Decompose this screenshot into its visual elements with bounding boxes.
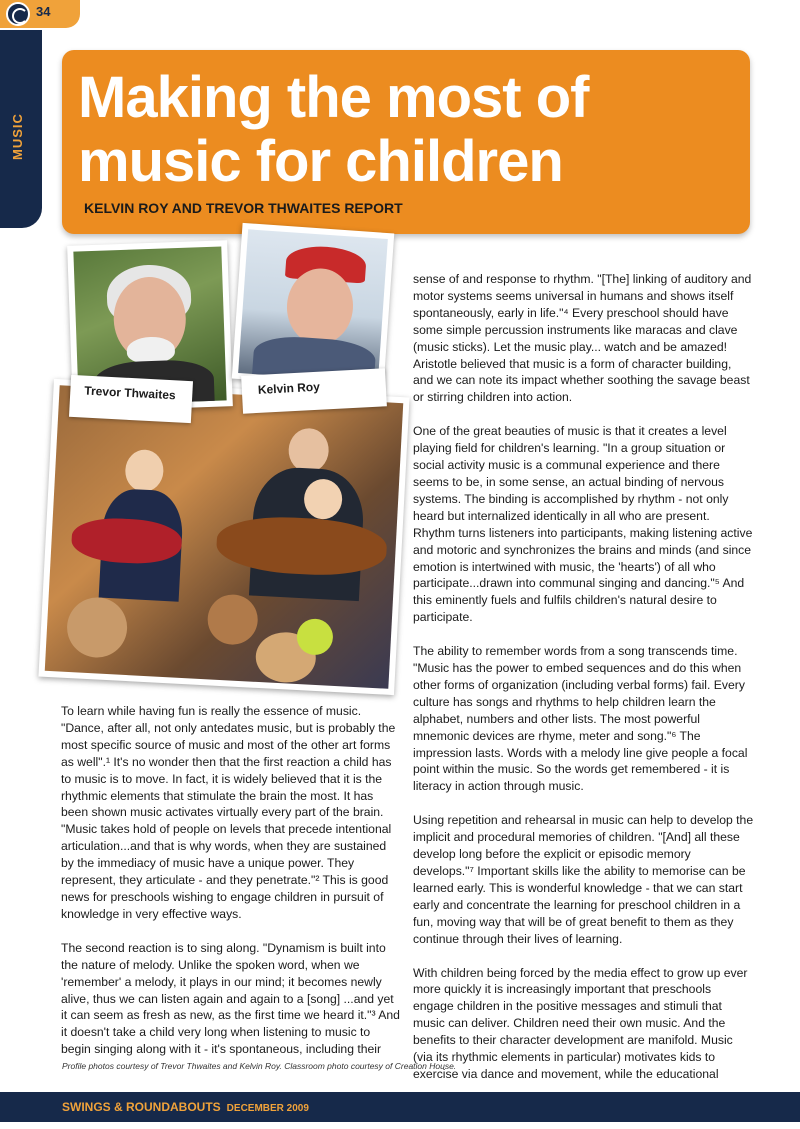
paragraph: One of the great beauties of music is that it creates a level playing field for children's learning. "In a group situation or social activity music is a communal experience and there seems to be, in some sense, an actual binding of nervous systems. The binding is accomplished by rhythm - not only heard but internalized identically in all who are present. Rhythm turns listeners into participants, making listening active and motoric and synchronizes the brains and minds (and since emotion is intertwined with music, the 'hearts') of all who participate...drawn into communal singing and dancing."⁵ And this eminently fuels and fulfils children's natural desire to participate.	[413, 424, 753, 625]
kelvin-roy-photo	[232, 223, 395, 389]
magazine-name: SWINGS & ROUNDABOUTS	[62, 1100, 221, 1114]
article-byline: KELVIN ROY AND TREVOR THWAITES REPORT	[84, 200, 403, 216]
article-column-left	[61, 703, 401, 1075]
issue-date: DECEMBER 2009	[226, 1103, 309, 1114]
paragraph: Using repetition and rehearsal in music can help to develop the implicit and procedural memories of children. "[And] all these develop long before the explicit or episodic memory develops."⁷ Important skills like the ability to memorise can be learned early. This is wonderful knowledge - that we can start early and concentrate the learning for preschool children in a fun, moving way that will be of great benefit to them as they continue through their lives of learning.	[413, 813, 754, 946]
classroom-photo	[38, 379, 409, 695]
section-tab	[0, 30, 42, 228]
article-title: Making the most of music for children	[78, 65, 589, 194]
magazine-logo-icon	[6, 2, 30, 26]
paragraph: sense of and response to rhythm. "[The] linking of auditory and motor systems seems universal in humans and shows itself spontaneously, early in life."⁴ Every preschool should have some simple percussion instruments like maracas and clave (music sticks). Let the music play... watch and be amazed! Aristotle believed that music is a form of character building, and we can note its impact whether soothing the savage beast or stirring children into action.	[413, 272, 752, 405]
paragraph: To learn while having fun is really the essence of music. "Dance, after all, not only antedates music, but is probably the most specific source of music and most of the other art forms as well".¹ It's no wonder then that the first reaction a child has to music is to move. In fact, it is widely believed that it is the rhythmic elements that stimulate the brain the most. It has been shown music activates virtually every part of the brain. "Music takes hold of people on levels that precede intentional articulation...and that is why words, when they are sustained by the immediacy of music have a unique power. They represent, they articulate - and they penetrate."² This is good news for preschools wishing to engage children in pursuit of knowledge in very effective ways.	[61, 704, 396, 921]
footer-bar	[0, 1092, 800, 1122]
kelvin-roy-caption: Kelvin Roy	[241, 368, 387, 413]
footer-magazine-title	[62, 1100, 309, 1114]
section-label: MUSIC	[10, 113, 25, 160]
page-number: 34	[36, 4, 51, 19]
trevor-thwaites-caption: Trevor Thwaites	[69, 375, 193, 423]
article-column-right	[413, 271, 755, 1100]
paragraph: The ability to remember words from a song transcends time. "Music has the power to embed sequences and do this when other forms of organization (including verbal forms) fail. Every culture has songs and rhythms to help children learn the alphabet, numbers and other lists. The most powerful mnemonic devices are rhyme, meter and song."⁶ The impression lasts. Words with a melody line give people a focal point within the music. So the words get remembered - it is literacy in action through music.	[413, 644, 748, 794]
page-number-tab	[0, 0, 80, 28]
photo-credit: Profile photos courtesy of Trevor Thwaites and Kelvin Roy. Classroom photo courtesy of Creation House.	[62, 1061, 457, 1071]
paragraph: With children being forced by the media effect to grow up ever more quickly it is increasingly important that preschools engage children in the positive messages and stimuli that music can deliver. Children need their own music. And the benefits to their character development are manifold. Music (via its rhythmic elements in particular) motivates kids to exercise via dance and movement, while the educational	[413, 965, 748, 1081]
paragraph: The second reaction is to sing along. "Dynamism is built into the nature of melody. Unlike the spoken word, when we 'remember' a melody, it plays in our mind; it becomes newly alive, thus we can listen again and again to a [song] ...and yet it can seem as fresh as new, as the first time we heard it."³ And it doesn't take a child very long when listening to music to begin singing along with it - it's spontaneous, including their	[61, 940, 400, 1057]
title-banner	[62, 50, 750, 234]
